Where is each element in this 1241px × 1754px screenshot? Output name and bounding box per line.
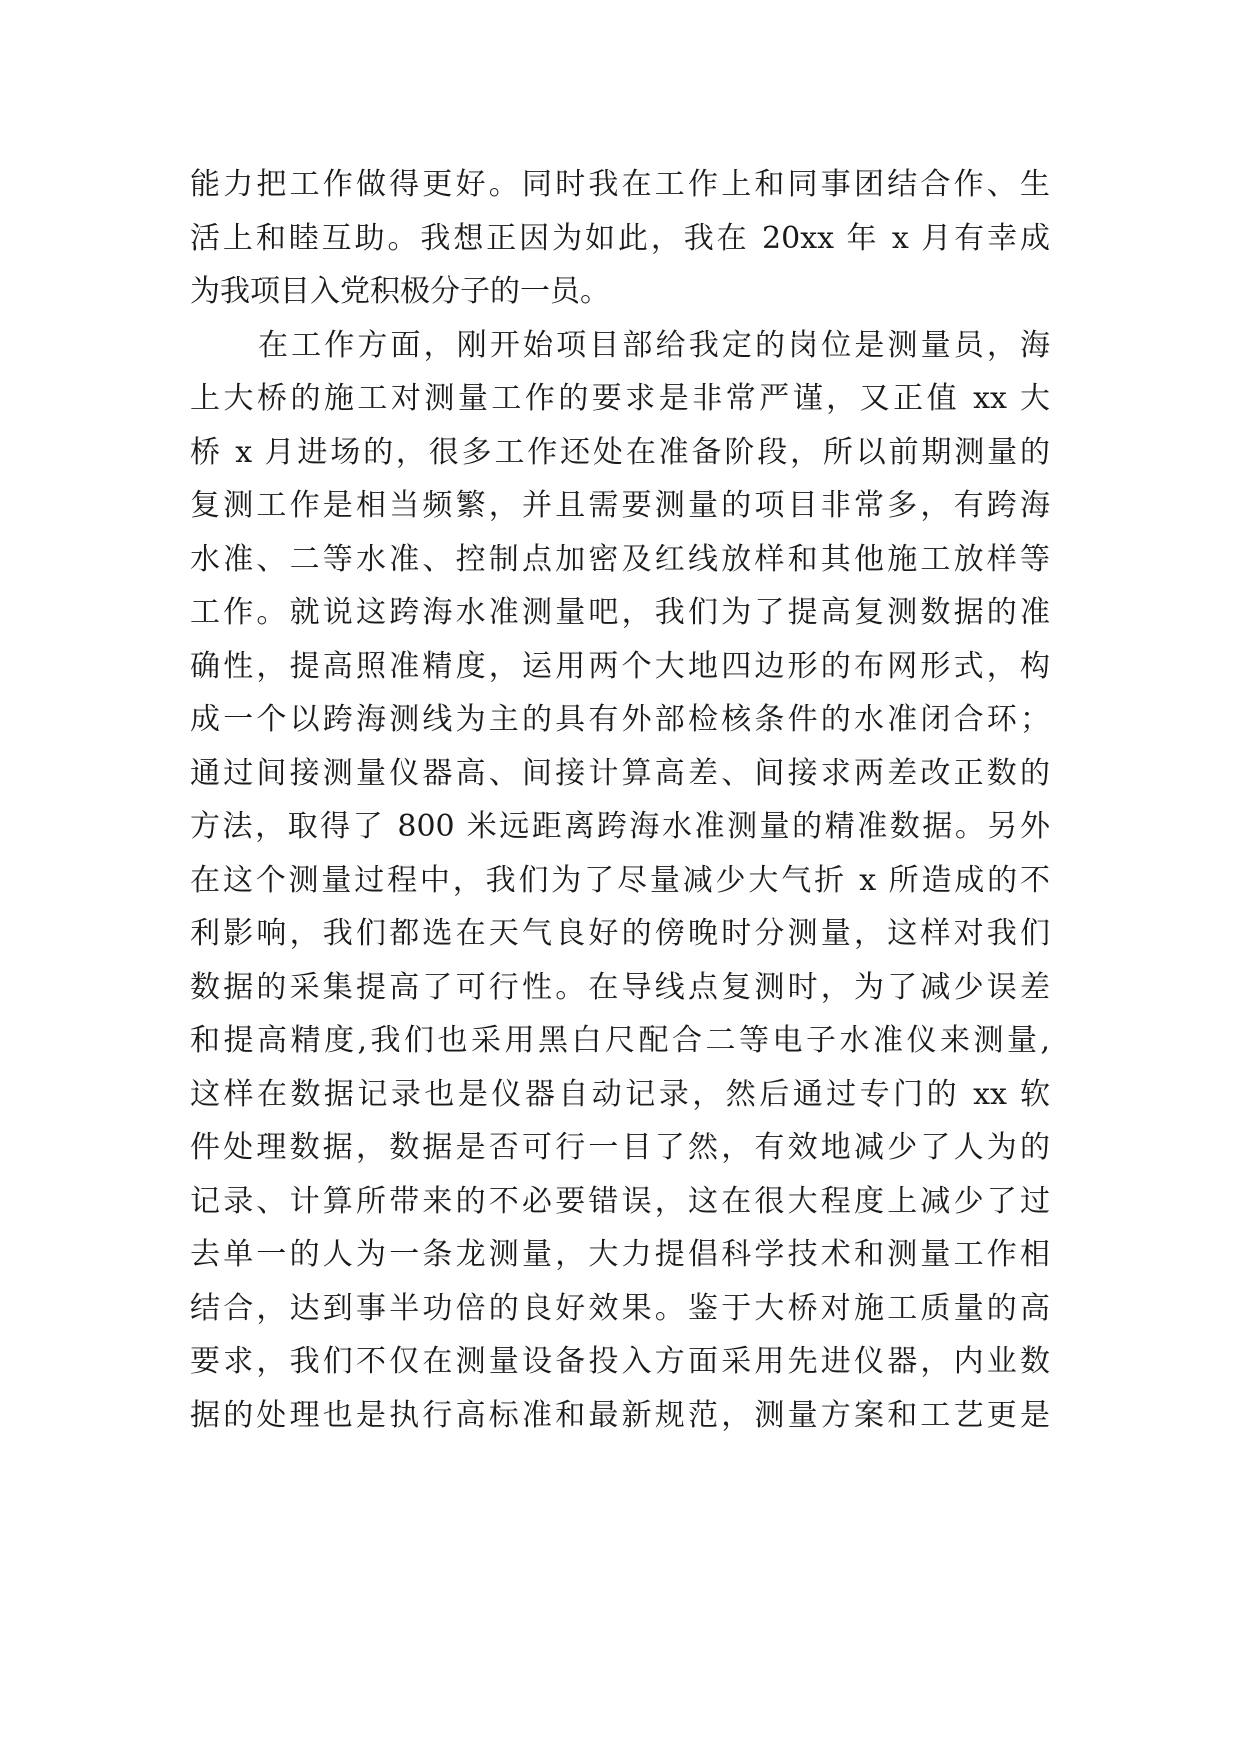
text-line: 在这个测量过程中，我们为了尽量减少大气折 x 所造成的不 [190,862,1050,898]
text-line: 为我项目入党积极分子的一员。 [190,274,610,309]
body-text [190,158,1050,1442]
text-line: 通过间接测量仪器高、间接计算高差、间接求两差改正数的 [190,755,1050,791]
text-line: 记录、计算所带来的不必要错误，这在很大程度上减少了过 [190,1183,1050,1219]
text-line: 桥 x 月进场的，很多工作还处在准备阶段，所以前期测量的 [190,434,1050,470]
text-line: 能力把工作做得更好。同时我在工作上和同事团结合作、生 [190,167,1050,202]
text-line: 上大桥的施工对测量工作的要求是非常严谨，又正值 xx 大 [190,381,1050,416]
text-line: 件处理数据，数据是否可行一目了然，有效地减少了人为的 [190,1130,1050,1165]
text-line: 去单一的人为一条龙测量，大力提倡科学技术和测量工作相 [190,1237,1050,1272]
text-line: 工作。就说这跨海水准测量吧，我们为了提高复测数据的准 [190,595,1050,630]
text-line: 水准、二等水准、控制点加密及红线放样和其他施工放样等 [190,541,1050,577]
text-line: 这样在数据记录也是仪器自动记录，然后通过专门的 xx 软 [190,1076,1050,1112]
text-line: 复测工作是相当频繁，并且需要测量的项目非常多，有跨海 [190,488,1050,523]
text-line: 利影响，我们都选在天气良好的傍晚时分测量，这样对我们 [190,916,1050,951]
paragraph-1 [190,158,1050,319]
text-line: 确性，提高照准精度，运用两个大地四边形的布网形式，构 [190,648,1050,684]
text-line: 成一个以跨海测线为主的具有外部检核条件的水准闭合环； [190,702,1050,737]
text-line: 方法，取得了 800 米远距离跨海水准测量的精准数据。另外 [190,809,1050,844]
text-line: 要求，我们不仅在测量设备投入方面采用先进仪器，内业数 [190,1344,1050,1379]
paragraph-2 [190,319,1050,1443]
text-line: 据的处理也是执行高标准和最新规范，测量方案和工艺更是 [190,1397,1050,1433]
text-line: 和提高精度,我们也采用黑白尺配合二等电子水准仪来测量, [190,1023,1050,1058]
text-line: 活上和睦互助。我想正因为如此，我在 20xx 年 x 月有幸成 [190,220,1050,256]
text-line: 结合，达到事半功倍的良好效果。鉴于大桥对施工质量的高 [190,1290,1050,1326]
text-line: 数据的采集提高了可行性。在导线点复测时，为了减少误差 [190,969,1050,1005]
text-line: 在工作方面，刚开始项目部给我定的岗位是测量员，海 [258,327,1050,363]
